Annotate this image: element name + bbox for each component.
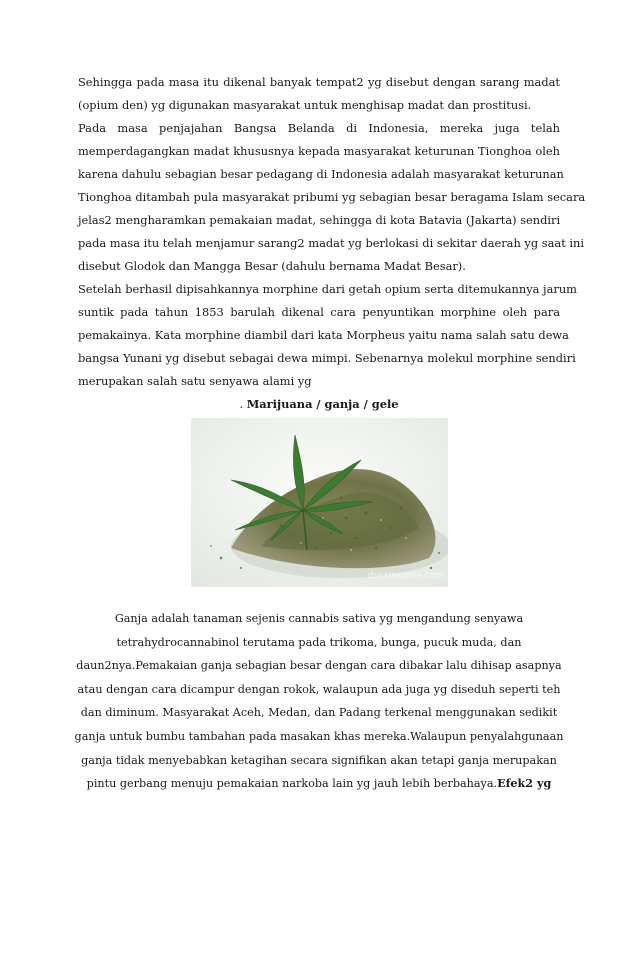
text-line: (opium den) yg digunakan masyarakat untuk menghisap madat dan prostitusi. [78,98,532,112]
text-line: pemakainya. Kata morphine diambil dari kata Morpheus yaitu nama salah satu dewa [78,328,569,342]
text-line: pada masa itu telah menjamur sarang2 madat yg berlokasi di sekitar daerah yg saat ini [78,236,585,250]
text-line: Tionghoa ditambah pula masyarakat pribumi yg sebagian besar beragama Islam secara [78,190,586,204]
text-line: ganja tidak menyebabkan ketagihan secara signifikan akan tetapi ganja merupakan [81,753,557,767]
final-line-bold: Efek2 yg [497,776,552,791]
text-line: dan diminum. Masyarakat Aceh, Medan, dan Padang terkenal menggunakan sedikit [80,706,558,720]
text-line: Setelah berhasil dipisahkannya morphine dari getah opium serta ditemukannya jarum [78,282,577,296]
text-line: karena dahulu sebagian besar pedagang di Indonesia adalah masyarakat keturunan [78,167,564,181]
cannabis-illustration [191,418,448,587]
text-line: atau dengan cara dicampur dengan rokok, walaupun ada juga yg diseduh seperti teh [77,682,561,696]
heading-prefix: . [239,397,247,411]
final-line-text: pintu gerbang menuju pemakaian narkoba lain yg jauh lebih berbahaya. [86,777,498,791]
watermark-text: dreamstime.com [367,571,445,581]
text-line: Ganja adalah tanaman sejenis cannabis sativa yg mengandung senyawa [114,612,524,625]
paragraph-opium-den [78,71,560,117]
text-line: jelas2 mengharamkan pemakaian madat, sehingga di kota Batavia (Jakarta) sendiri [78,213,561,227]
paragraph-morphine [78,278,577,393]
text-line: disebut Glodok dan Mangga Besar (dahulu bernama Madat Besar). [78,259,466,273]
text-line: ganja untuk bumbu tambahan pada masakan khas mereka.Walaupun penyalahgunaan [74,729,564,743]
section-heading-marijuana [0,393,638,416]
text-line: Sehingga pada masa itu dikenal banyak tempat2 yg disebut dengan sarang madat [78,75,560,89]
paragraph-dutch-colonial [78,117,586,278]
text-line: bangsa Yunani yg disebut sebagai dewa mimpi. Sebenarnya molekul morphine sendiri [78,351,576,365]
text-line: daun2nya.Pemakaian ganja sebagian besar dengan cara dibakar lalu dihisap asapnya [76,659,562,673]
cannabis-photo [191,418,448,587]
text-line: merupakan salah satu senyawa alami yg [78,374,312,388]
text-line: suntik pada tahun 1853 barulah dikenal cara penyuntikan morphine oleh para [78,305,560,319]
text-line-final [70,772,568,796]
text-line: tetrahydrocannabinol terutama pada trikoma, bunga, pucuk muda, dan [116,635,522,649]
heading-bold-text: Marijuana / ganja / gele [246,397,399,411]
text-line: memperdagangkan madat khususnya kepada masyarakat keturunan Tionghoa oleh [78,144,560,158]
text-line: Pada masa penjajahan Bangsa Belanda di Indonesia, mereka juga telah [78,121,560,135]
paragraph-ganja [70,607,568,796]
